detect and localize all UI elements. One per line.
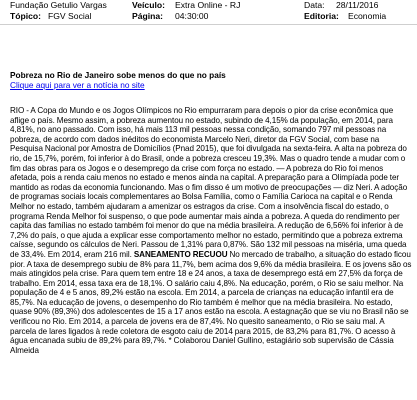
article-source-link[interactable]: Clique aqui para ver a notícia no site	[10, 80, 145, 90]
article-body	[10, 106, 412, 355]
source-name: Fundação Getulio Vargas	[10, 0, 107, 10]
vehicle-label: Veículo:	[132, 0, 165, 10]
topic-label: Tópico:	[10, 11, 42, 21]
article-body-part-1: RIO - A Copa do Mundo e os Jogos Olímpicos no Rio empurraram para depois o pior da crise econômica que aflige o país. Mesmo assim, a pobreza aumentou no estado, subindo de 4,15% da população, em 2014, para 4,81%, no ano passado. Com isso, há mais 113 mil pessoas nessa condição, somando 797 mil pessoas na pobreza, de acordo com dados inéditos do economista Marcelo Neri, diretor da FGV Social, com base na Pesquisa Nacional por Amostra de Domicílios (Pnad 2015), que foi divulgada na sexta-feira. A alta na pobreza do rio, de 15,7%, porém, foi inferior à do Brasil, onde a pobreza cresceu 19,3%. Mas o quadro tende a mudar com o fim das obras para os Jogos e o desemprego da crise com força no estado. — A pobreza do Rio foi menos afetada, pois a renda caiu menos no estado e menos ainda na capital. A preparação para a Olimpíada pode ter mantido as rodas da economia funcionando. Mas o fim disso é um motivo de preocupações — diz Neri. A adoção de programas sociais locais complementares ao Bolsa Família, como o Família Carioca na capital e o Renda Melhor no estado, também ajudaram a amenizar os estragos da crise. Com a insolvência fiscal do estado, o programa Renda Melhor foi suspenso, o que pode aumentar mais ainda a pobreza. A queda do rendimento per capita das famílias no estado também foi menor do que na média brasileira. A redução de 6,56% foi inferior à de 7,2% do país, o que ajuda a explicar esse comportamento melhor no estado, permitindo que a pobreza extrema caísse, segundo os cálculos de Neri. Passou de 1,31% para 0,87%. São 132 mil pessoas na miséria, uma queda de 33,4%. Em 2014, eram 216 mil.	[10, 106, 408, 259]
section-value: Economia	[348, 11, 387, 21]
topic-value: FGV Social	[48, 11, 92, 21]
page-label: Página:	[132, 11, 164, 21]
header-divider	[0, 24, 417, 25]
header-row-2	[0, 11, 417, 22]
page-value: 04:30:00	[175, 11, 209, 21]
vehicle-value: Extra Online - RJ	[175, 0, 241, 10]
article-subheading: SANEAMENTO RECUOU	[133, 249, 228, 259]
header-row-1	[0, 0, 417, 11]
date-label: Data:	[304, 0, 325, 10]
article-title: Pobreza no Rio de Janeiro sobe menos do que no país	[10, 70, 226, 80]
article-body-part-2: No mercado de trabalho, a situação do estado ficou pior. A taxa de desemprego subiu de 8% para 11,7%, bem acima dos 9,6% da média brasileira. E os jovens são os mais atingidos pela crise. Para quem tem entre 18 e 24 anos, a taxa de desemprego está em 27,5% da força de trabalho. Em 2014, essa taxa era de 18,1%. O salário caiu 4,8%. Na educação, porém, o Rio se saiu melhor. Na população de 4 e 5 anos, 89,2% estão na escola. Em 2014, a parcela de crianças na educação infantil era de 85,7%. Na educação de jovens, o desempenho do Rio também é melhor que na média brasileira. No estado, quase 90% (89,3%) dos adolescentes de 15 a 17 anos estão na escola. A estagnação que se viu no Brasil não se verificou no Rio. Em 2014, a parcela de jovens era de 87,4%. No quesito saneamento, o Rio se saiu mal. A parcela de lares ligados à rede coletora de esgoto caiu de 2014 para 2015, de 83,2% para 81,7%. O acesso à água encanada subiu de 89,2% para 89,7%. * Colaborou Daniel Gullino, estagiário sob supervisão de Cássia Almeida	[10, 249, 412, 355]
clipping-header	[0, 0, 417, 22]
section-label: Editoria:	[304, 11, 339, 21]
date-value: 28/11/2016	[336, 0, 379, 10]
